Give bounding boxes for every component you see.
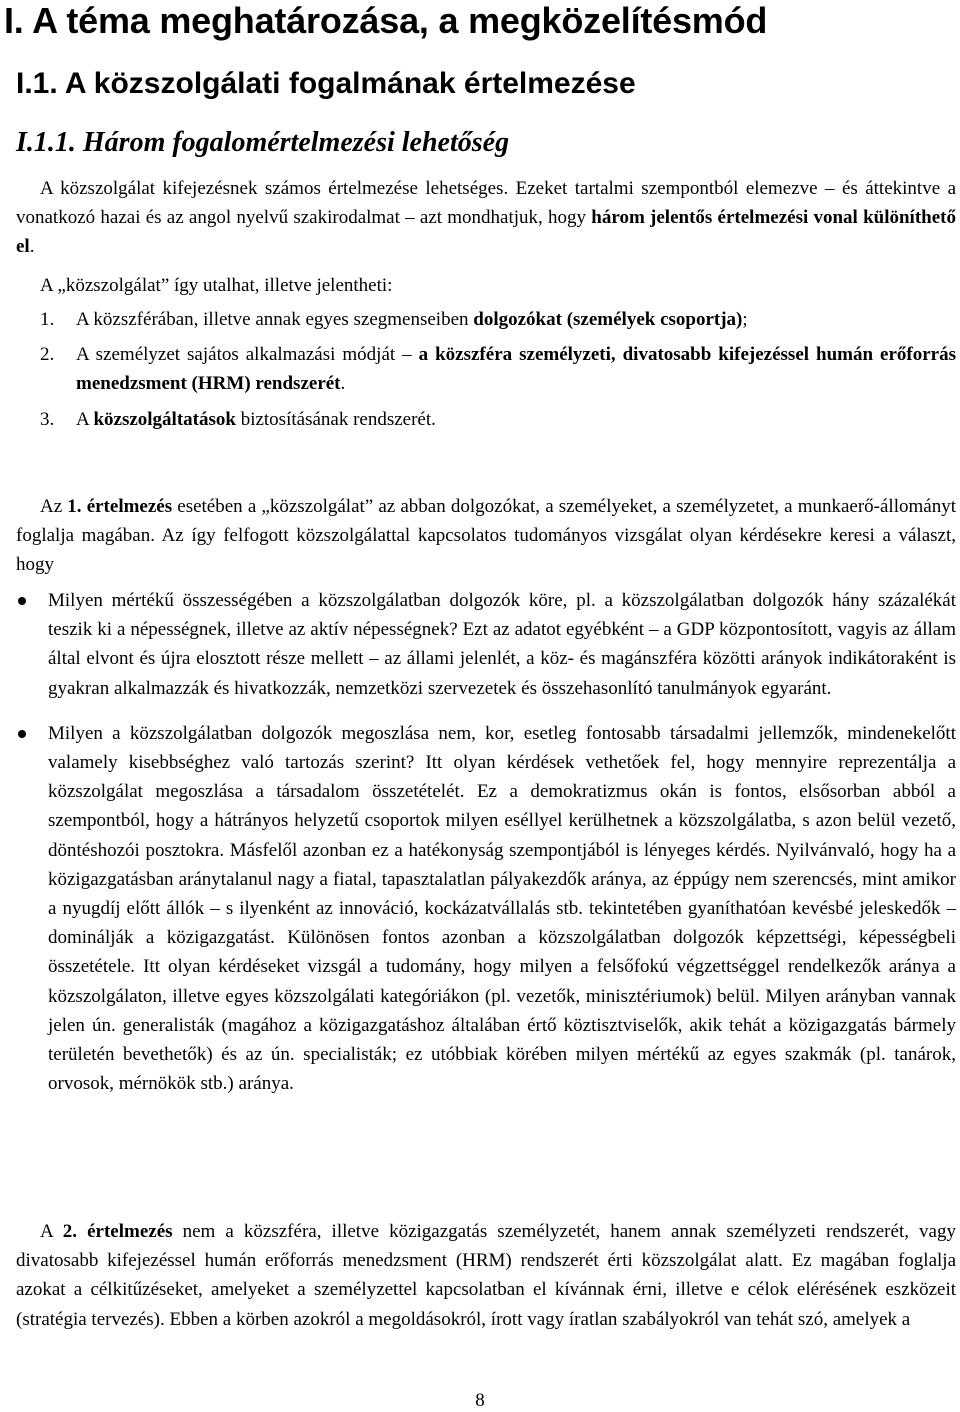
item-text: A közszférában, illetve annak egyes szegmenseiben [76,309,474,330]
first-meaning-paragraph [16,492,956,580]
intro-text: A közszolgálat kifejezésnek számos értelmezése lehetséges. Ezeket tartalmi szempontból elemezve – és áttekintve a vonatkozó hazai és az angol nyelvű szakirodalmat – azt mondhatjuk, hogy [16,178,956,229]
item-text-end: ; [742,309,748,330]
intro-bold: három jelentős értelmezési vonal különíthető el [16,207,956,258]
page-number: 8 [475,1390,485,1411]
second-meaning-paragraph [16,1217,956,1334]
bullet-list [16,586,956,1098]
bullet-item [16,586,956,703]
intro-paragraph [16,174,956,262]
item-bold: dolgozókat (személyek csoportja) [473,309,743,330]
paragraph-text: A [40,1221,63,1242]
section-heading: I.1. A közszolgálati fogalmának értelmezése [16,67,636,100]
item-bold: a közszféra személyzeti, divatosabb kifejezéssel humán erőforrás menedzsment (HRM) rendszerét [76,344,956,395]
paragraph-bold: 2. értelmezés [62,1221,173,1242]
bullet-text: Milyen mértékű összességében a közszolgálatban dolgozók köre, pl. a közszolgálatban dolgozók hány százalékát teszik ki a népességnek, illetve az aktív népességnek? Ezt az adatot egyébként – a GDP központosított, vagyis az állam által elvont és újra elosztott része mellett – az állami jelenlét, a köz- és magánszféra közötti arányok indikátoraként is gyakran alkalmazzák és hivatkozzák, nemzetközi szervezetek és összehasonlító tanulmányok egyaránt. [48,590,956,699]
bullet-text: Milyen a közszolgálatban dolgozók megoszlása nem, kor, esetleg fontosabb társadalmi jellemzők, mindenekelőtt valamely kisebbséghez való tartozás szerint? Itt olyan kérdések vethetőek fel, hogy mennyire reprezentálja a közszolgálat megoszlása a társadalom összetételét. Ez a demokratizmus okán is fontos, elsősorban abból a szempontból, hogy a hátrányos helyzetű csoportok milyen eséllyel kerülhetnek a közszolgálatba, s azon belül vezető, döntéshozói posztokra. Másfelől azonban ez a hatékonyság szempontjából is lényeges kérdés. Nyilvánvaló, hogy ha a közigazgatásban aránytalanul nagy a fiatal, tapasztalatlan pályakezdők aránya, az éppúgy nem szerencsés, mint amikor a nyugdíj előtt állók – s ilyenként az innováció, kockázatvállalás stb. tekintetében gyaníthatóan kevésbé jeleskedők – dominálják a közigazgatást. Különösen fontos azonban a közszolgálatban dolgozók képzettségi, képességbeli összetétele. Itt olyan kérdéseket vizsgál a tudomány, hogy milyen a felsőfokú végzettséggel rendelkezők aránya a közszolgálaton, illetve egyes közszolgálati kategóriákon (pl. vezetők, minisztériumok) belül. Milyen arányban vannak jelen ún. generalisták (magához a közigazgatáshoz általában értő köztisztviselők, akik tehát a közigazgatás bármely területén bevethetők) és az ún. specialisták; ez utóbbiak körében milyen mértékű az egyes szakmák (pl. tanárok, orvosok, mérnökök stb.) aránya. [48,722,956,1095]
bullet-dot-icon [18,730,26,738]
chapter-heading: I. A téma meghatározása, a megközelítésmód [4,0,768,41]
item-number: 2. [40,344,55,366]
item-text-end: . [340,373,346,395]
paragraph-text: Az [40,496,68,517]
item-number: 1. [40,309,55,330]
bullet-item [16,719,956,1099]
item-text-end: biztosításának rendszerét. [235,408,436,430]
paragraph-text-end: esetében a „közszolgálat” az abban dolgozókat, a személyeket, a személyzetet, a munkaerő-állományt foglalja magában. Az így felfogott közszolgálattal kapcsolatos tudományos vizsgálat olyan kérdésekre keresi a választ, hogy [16,496,956,576]
item-text: A [76,408,94,430]
bullet-dot-icon [18,597,26,605]
lead-sentence: A „közszolgálat” így utalhat, illetve jelentheti: [40,275,393,296]
paragraph-bold: 1. értelmezés [67,496,173,517]
paragraph-text-end: nem a közszféra, illetve közigazgatás személyzetét, hanem annak személyzeti rendszerét, vagy divatosabb kifejezéssel humán erőforrás menedzsment (HRM) rendszerét érti közszolgálat alatt. Ez magában foglalja azokat a célkitűzéseket, amelyeket a személyzettel kapcsolatban el kívánnak érni, illetve e célok elérésének eszközeit (stratégia tervezés). Ebben a körben azokról a megoldásokról, írott vagy íratlan szabályokról van tehát szó, amelyek a [16,1221,956,1330]
numbered-item [40,305,956,334]
intro-text-end: . [29,236,35,258]
numbered-list [40,305,956,440]
numbered-item [40,340,956,398]
subsection-heading: I.1.1. Három fogalomértelmezési lehetőség [16,127,510,158]
numbered-item [40,405,956,434]
item-number: 3. [40,408,55,430]
item-text: A személyzet sajátos alkalmazási módját – [76,344,419,366]
item-bold: közszolgáltatások [93,408,236,430]
